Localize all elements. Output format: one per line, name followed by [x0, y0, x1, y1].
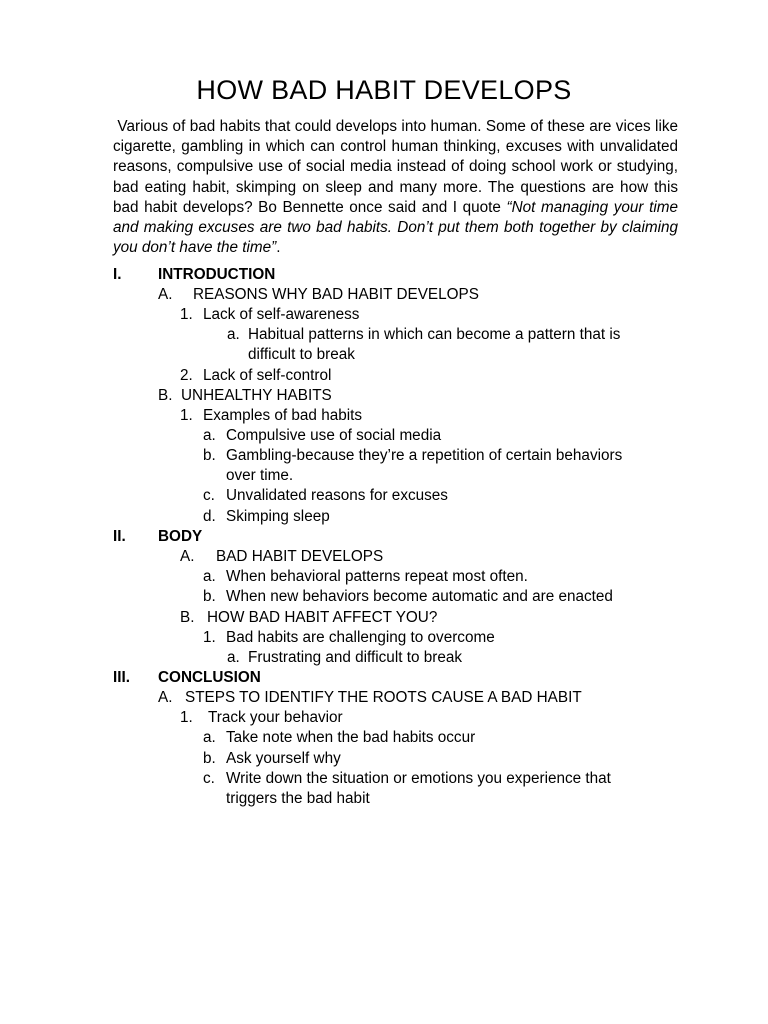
outline-marker: 1.: [203, 629, 216, 646]
outline-marker: b.: [203, 588, 216, 605]
page-title: HOW BAD HABIT DEVELOPS: [196, 75, 572, 105]
outline-text: Gambling-because they’re a repetition of certain behaviors: [226, 447, 623, 464]
outline-marker: b.: [203, 447, 216, 464]
outline-marker: a.: [203, 427, 216, 444]
outline-text: CONCLUSION: [158, 669, 261, 686]
outline-marker: b.: [203, 750, 216, 767]
outline-text: Lack of self-awareness: [203, 306, 360, 323]
outline-text: HOW BAD HABIT AFFECT YOU?: [207, 609, 438, 626]
outline-text: triggers the bad habit: [226, 790, 370, 807]
outline-marker: c.: [203, 487, 215, 504]
outline-text: BAD HABIT DEVELOPS: [216, 548, 384, 565]
outline-marker: a.: [203, 729, 216, 746]
outline-text: difficult to break: [248, 346, 355, 363]
outline-marker: A.: [158, 689, 173, 706]
outline-marker: B.: [158, 387, 173, 404]
intro-text: Various of bad habits that could develops into human. Some of these are vices like cigarette, gambling in which can control human thinking, excuses with unvalidated reasons, compulsive use of social media instead of doing school work or studying, bad eating habit, skimping on sleep and many more. The questions are how this bad habit develops? Bo Bennette once said and I quote: [113, 118, 679, 216]
outline-marker: 1.: [180, 407, 193, 424]
outline-text: When behavioral patterns repeat most often.: [226, 568, 528, 585]
outline-text: Bad habits are challenging to overcome: [226, 629, 495, 646]
outline-marker: d.: [203, 508, 216, 525]
outline-text: Write down the situation or emotions you experience that: [226, 770, 611, 787]
outline-text: Track your behavior: [208, 709, 343, 726]
outline-marker: 2.: [180, 367, 193, 384]
intro-quote: “Not managing your time and making excuses are two bad habits. Don’t put them both together by claiming you don’t have the time”: [113, 198, 678, 257]
outline-marker: II.: [113, 528, 126, 545]
outline-text: Compulsive use of social media: [226, 427, 442, 444]
outline-text: BODY: [158, 528, 203, 545]
outline-marker: 1.: [180, 709, 193, 726]
outline-text: INTRODUCTION: [158, 266, 276, 283]
outline-text: UNHEALTHY HABITS: [181, 387, 332, 404]
outline-marker: A.: [180, 548, 195, 565]
outline-marker: a.: [203, 568, 216, 585]
outline-text: Habitual patterns in which can become a pattern that is: [248, 326, 621, 343]
outline-text: Lack of self-control: [203, 367, 332, 384]
outline-marker: B.: [180, 609, 195, 626]
outline-marker: a.: [227, 649, 240, 666]
outline-marker: c.: [203, 770, 215, 787]
outline-marker: I.: [113, 266, 122, 283]
outline-text: When new behaviors become automatic and are enacted: [226, 588, 613, 605]
outline-marker: a.: [227, 326, 240, 343]
outline-text: STEPS TO IDENTIFY THE ROOTS CAUSE A BAD HABIT: [185, 689, 582, 706]
outline-text: Skimping sleep: [226, 508, 330, 525]
outline-text: Examples of bad habits: [203, 407, 363, 424]
outline-marker: A.: [158, 286, 173, 303]
outline-text: Take note when the bad habits occur: [226, 729, 476, 746]
outline-text: Unvalidated reasons for excuses: [226, 487, 448, 504]
outline-marker: 1.: [180, 306, 193, 323]
intro-end: .: [276, 239, 281, 257]
outline-text: over time.: [226, 467, 294, 484]
intro-paragraph: [113, 117, 678, 258]
outline-text: REASONS WHY BAD HABIT DEVELOPS: [193, 286, 479, 303]
outline-marker: III.: [113, 669, 130, 686]
outline-text: Frustrating and difficult to break: [248, 649, 462, 666]
outline-text: Ask yourself why: [226, 750, 341, 767]
